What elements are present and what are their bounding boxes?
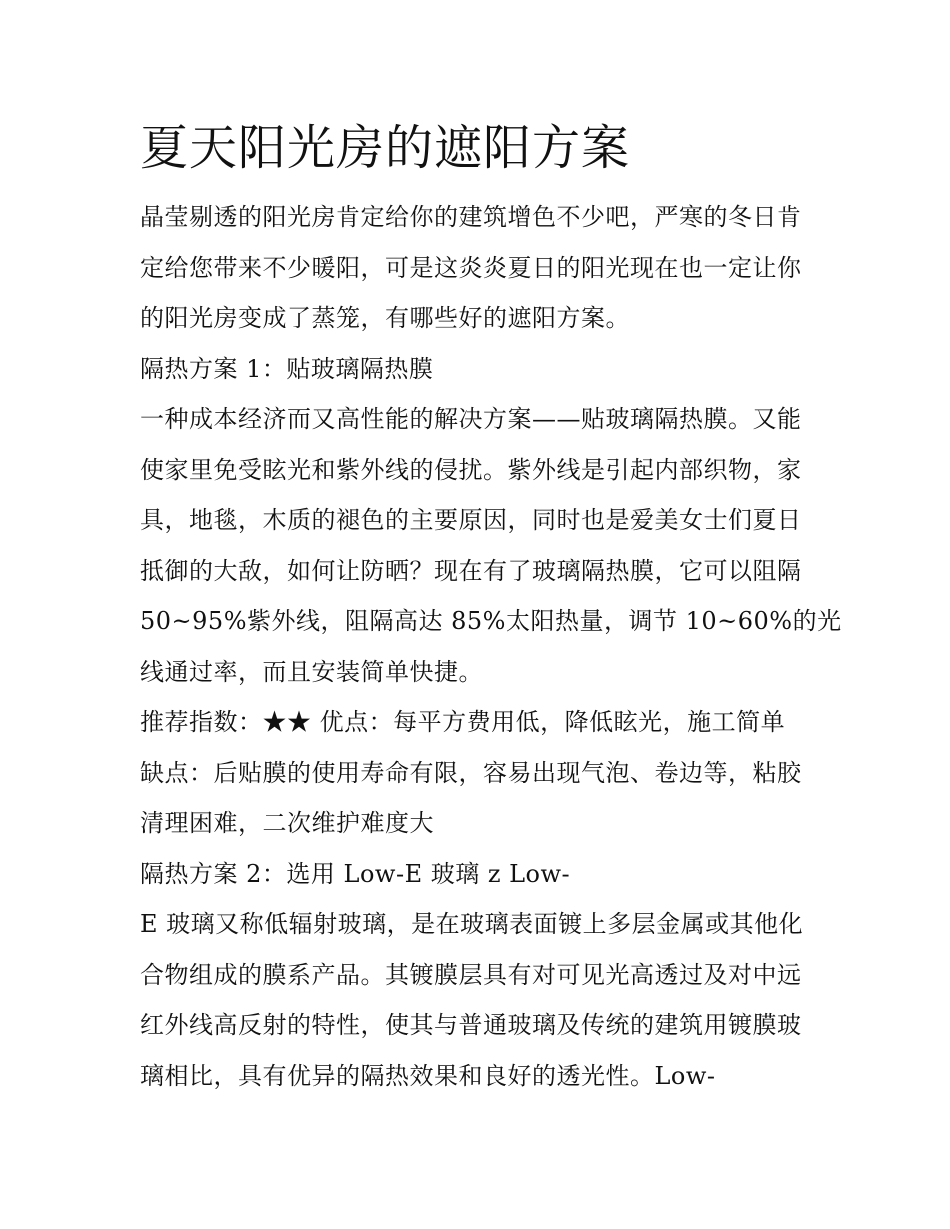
- paragraph-intro: [140, 192, 820, 344]
- text-line: E 玻璃又称低辐射玻璃，是在玻璃表面镀上多层金属或其他化: [140, 910, 804, 938]
- text-line: 合物组成的膜系产品。其镀膜层具有对可见光高透过及对中远: [140, 960, 802, 989]
- document-page: [140, 112, 842, 1101]
- text-line: 抵御的大敌，如何让防晒？现在有了玻璃隔热膜，它可以阻隔: [140, 556, 802, 585]
- text-line: 的阳光房变成了蒸笼，有哪些好的遮阳方案。: [140, 304, 630, 332]
- text-line: 璃相比，具有优异的隔热效果和良好的透光性。Low-: [140, 1061, 716, 1090]
- text-line: 使家里免受眩光和紫外线的侵扰。紫外线是引起内部织物，家: [140, 455, 802, 484]
- text-line: 缺点：后贴膜的使用寿命有限，容易出现气泡、卷边等，粘胶: [140, 758, 802, 787]
- text-line: 红外线高反射的特性，使其与普通玻璃及传统的建筑用镀膜玻: [140, 1011, 802, 1039]
- text-line: 晶莹剔透的阳光房肯定给你的建筑增色不少吧，严寒的冬日肯: [140, 203, 802, 231]
- text-line: 50~95%紫外线，阻隔高达 85%太阳热量，调节 10~60%的光: [140, 607, 842, 635]
- paragraph-low-e: [140, 899, 820, 1101]
- text-line: 线通过率，而且安装简单快捷。: [140, 657, 483, 686]
- paragraph-rating: [140, 697, 820, 849]
- paragraph-film: [140, 394, 842, 697]
- text-line: 隔热方案 2：选用 Low-E 玻璃 z Low-: [140, 859, 571, 888]
- section-heading-2: [140, 849, 820, 900]
- text-line: 清理困难，二次维护难度大: [140, 809, 434, 837]
- document-title: 夏天阳光房的遮阳方案: [140, 120, 631, 176]
- text-line: 具，地毯，木质的褪色的主要原因，同时也是爱美女士们夏日: [140, 506, 802, 534]
- text-line: 定给您带来不少暖阳，可是这炎炎夏日的阳光现在也一定让你: [140, 253, 802, 282]
- text-line: 一种成本经济而又高性能的解决方案——贴玻璃隔热膜。又能: [140, 405, 802, 433]
- text-line: 推荐指数：★★ 优点：每平方费用低，降低眩光，施工简单: [140, 708, 786, 736]
- section-heading-1: [140, 344, 820, 395]
- text-line: 隔热方案 1：贴玻璃隔热膜: [140, 354, 434, 383]
